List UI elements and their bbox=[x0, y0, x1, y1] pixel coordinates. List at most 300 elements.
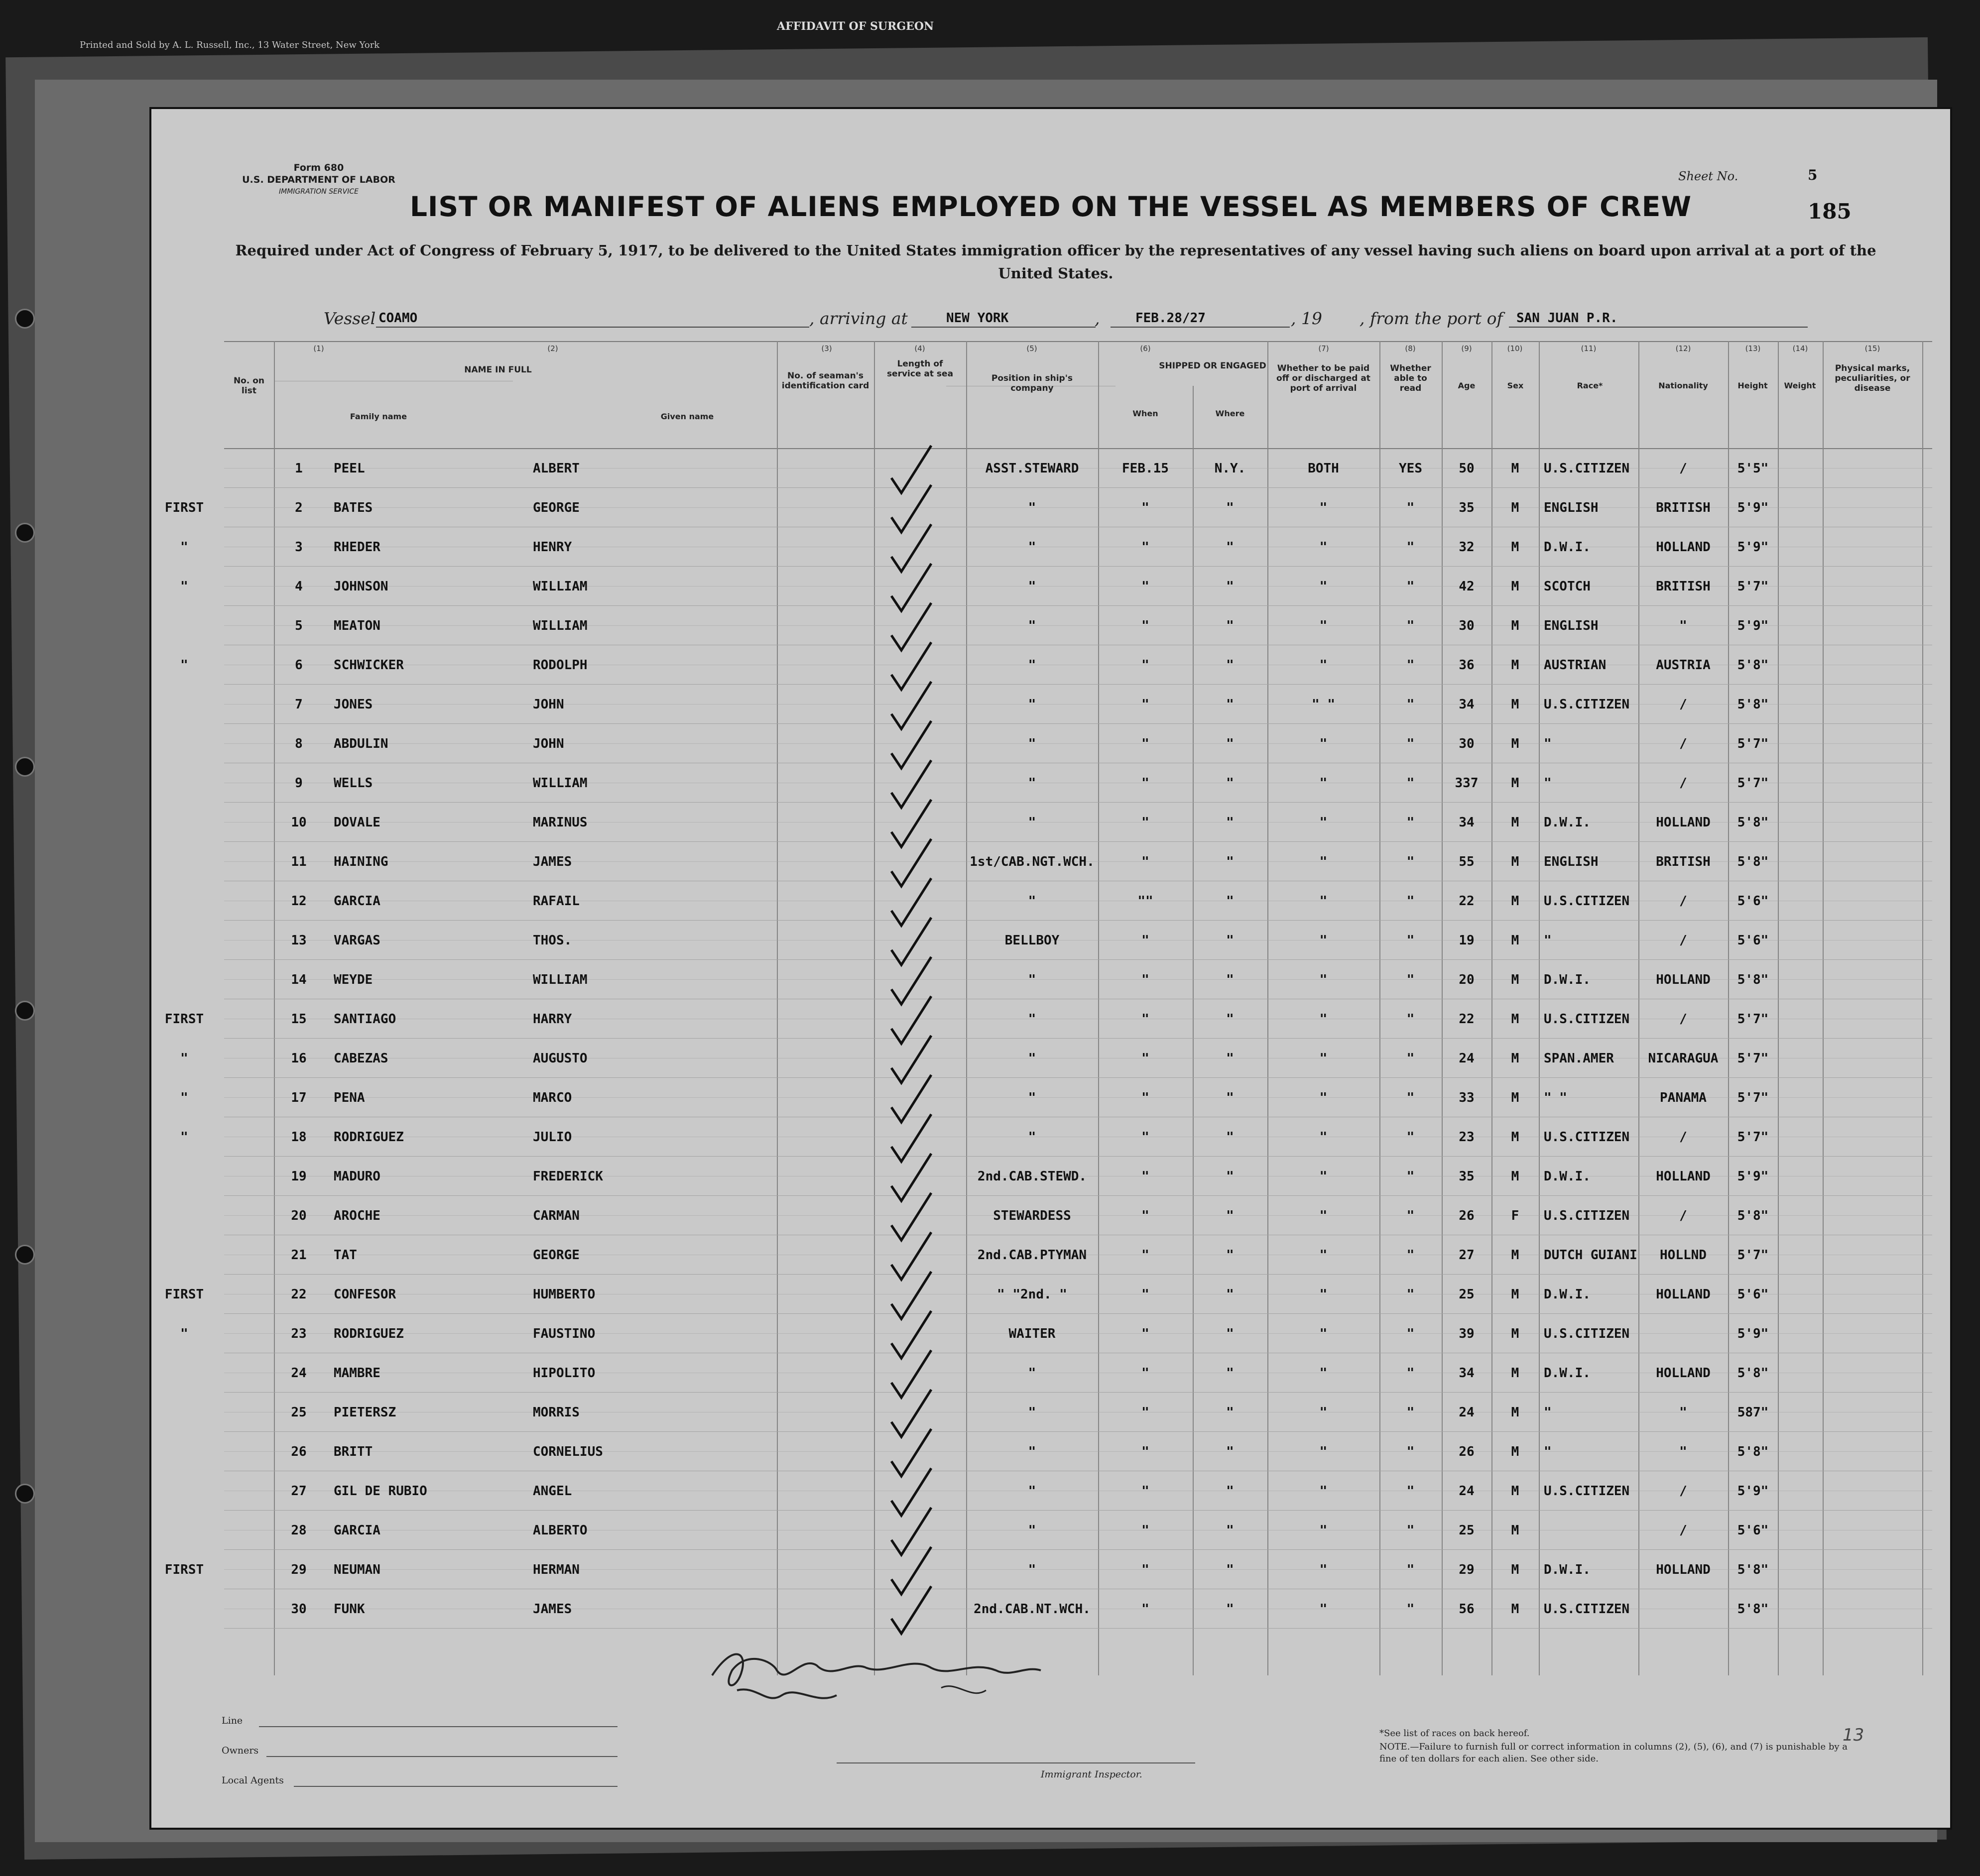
cell-position: " bbox=[1028, 1366, 1036, 1381]
cell-position: " bbox=[1028, 1012, 1036, 1027]
col-number: (1) bbox=[313, 344, 324, 353]
col-number: (13) bbox=[1745, 344, 1761, 353]
cell-paid: " bbox=[1319, 972, 1328, 987]
cell-no: 3 bbox=[295, 540, 303, 555]
cell-when: " bbox=[1141, 1326, 1149, 1341]
cell-where: " bbox=[1226, 579, 1234, 594]
cell-age: 23 bbox=[1459, 1130, 1475, 1145]
cell-sex: M bbox=[1511, 1405, 1519, 1420]
table-row bbox=[224, 461, 1932, 500]
cell-read: " bbox=[1406, 618, 1415, 633]
cell-when: " bbox=[1141, 1287, 1149, 1302]
cell-sex: M bbox=[1511, 1287, 1519, 1302]
cell-nationality: BRITISH bbox=[1656, 854, 1711, 869]
cell-position: " bbox=[1028, 1484, 1036, 1499]
cell-where: " bbox=[1226, 736, 1234, 751]
cell-race: D.W.I. bbox=[1544, 1562, 1591, 1577]
cell-read: " bbox=[1406, 1169, 1415, 1184]
table-top-rule bbox=[224, 341, 1932, 342]
cell-height: 5'9" bbox=[1737, 540, 1769, 555]
cell-when: " bbox=[1141, 697, 1149, 712]
cell-race: U.S.CITIZEN bbox=[1544, 1012, 1630, 1027]
cell-family: TAT bbox=[334, 1248, 357, 1263]
cell-no: 26 bbox=[291, 1444, 307, 1459]
table-row bbox=[224, 736, 1932, 776]
cell-paid: " bbox=[1319, 815, 1328, 830]
cell-height: 5'8" bbox=[1737, 1562, 1769, 1577]
cell-given: MARCO bbox=[533, 1090, 572, 1105]
table-row bbox=[224, 933, 1932, 972]
cell-height: 5'8" bbox=[1737, 1602, 1769, 1617]
cell-nationality: / bbox=[1679, 933, 1687, 948]
cell-position: " bbox=[1028, 894, 1036, 909]
cell-nationality: HOLLAND bbox=[1656, 972, 1711, 987]
printer-line: Printed and Sold by A. L. Russell, Inc., 13 Water Street, New York bbox=[80, 40, 380, 50]
col-number: (9) bbox=[1461, 344, 1472, 353]
cell-age: 34 bbox=[1459, 815, 1475, 830]
cell-sex: M bbox=[1511, 1602, 1519, 1617]
cell-family: VARGAS bbox=[334, 933, 380, 948]
check-mark-icon bbox=[886, 1584, 946, 1639]
cell-sex: M bbox=[1511, 1090, 1519, 1105]
cell-paid: " bbox=[1319, 854, 1328, 869]
cell-when: " bbox=[1141, 1484, 1149, 1499]
cell-given: FREDERICK bbox=[533, 1169, 603, 1184]
cell-age: 30 bbox=[1459, 618, 1475, 633]
cell-nationality: HOLLAND bbox=[1656, 540, 1711, 555]
cell-height: 5'9" bbox=[1737, 1169, 1769, 1184]
cell-where: " bbox=[1226, 1602, 1234, 1617]
cell-position: " bbox=[1028, 1405, 1036, 1420]
cell-when: FEB.15 bbox=[1122, 461, 1169, 476]
cell-age: 35 bbox=[1459, 500, 1475, 515]
cell-race: D.W.I. bbox=[1544, 1287, 1591, 1302]
col-number: (6) bbox=[1140, 344, 1151, 353]
cell-age: 55 bbox=[1459, 854, 1475, 869]
date-sep: , bbox=[1095, 309, 1100, 328]
cell-when: " bbox=[1141, 1012, 1149, 1027]
cell-nationality: BRITISH bbox=[1656, 500, 1711, 515]
cell-family: BATES bbox=[334, 500, 373, 515]
cell-when: " bbox=[1141, 1130, 1149, 1145]
cell-when: " bbox=[1141, 854, 1149, 869]
cell-paid: " bbox=[1319, 579, 1328, 594]
cell-family: DOVALE bbox=[334, 815, 380, 830]
cell-nationality: HOLLAND bbox=[1656, 1366, 1711, 1381]
date-rule bbox=[1111, 327, 1290, 328]
table-row bbox=[224, 697, 1932, 736]
cell-position: " bbox=[1028, 1562, 1036, 1577]
cell-where: " bbox=[1226, 1248, 1234, 1263]
cell-read: " bbox=[1406, 1208, 1415, 1223]
line-rule bbox=[259, 1726, 618, 1727]
cell-where: " bbox=[1226, 658, 1234, 673]
col-number: (15) bbox=[1864, 344, 1880, 353]
cell-read: " bbox=[1406, 776, 1415, 791]
cell-race: U.S.CITIZEN bbox=[1544, 1484, 1630, 1499]
table-row bbox=[224, 894, 1932, 933]
cell-where: " bbox=[1226, 1562, 1234, 1577]
cell-read: " bbox=[1406, 579, 1415, 594]
cell-read: " bbox=[1406, 1012, 1415, 1027]
cell-nationality: / bbox=[1679, 894, 1687, 909]
cell-age: 337 bbox=[1455, 776, 1479, 791]
cell-race: D.W.I. bbox=[1544, 1366, 1591, 1381]
cell-read: " bbox=[1406, 1562, 1415, 1577]
owners-rule bbox=[266, 1756, 618, 1757]
cell-where: " bbox=[1226, 894, 1234, 909]
arriving-port: NEW YORK bbox=[946, 311, 1009, 326]
cell-sex: M bbox=[1511, 972, 1519, 987]
cell-where: " bbox=[1226, 540, 1234, 555]
cell-race: ENGLISH bbox=[1544, 618, 1599, 633]
cell-where: " bbox=[1226, 1523, 1234, 1538]
cell-nationality: BRITISH bbox=[1656, 579, 1711, 594]
cell-sex: M bbox=[1511, 894, 1519, 909]
cell-where: " bbox=[1226, 697, 1234, 712]
cell-race: SCOTCH bbox=[1544, 579, 1591, 594]
cell-height: 5'7" bbox=[1737, 1090, 1769, 1105]
cell-paid: " bbox=[1319, 1602, 1328, 1617]
binder-hole bbox=[15, 1001, 35, 1021]
cell-race: " bbox=[1544, 1444, 1552, 1459]
cell-when: " bbox=[1141, 500, 1149, 515]
cell-read: " bbox=[1406, 1523, 1415, 1538]
cell-where: N.Y. bbox=[1214, 461, 1246, 476]
binder-hole bbox=[15, 757, 35, 777]
table-row bbox=[224, 579, 1932, 618]
cell-no: 28 bbox=[291, 1523, 307, 1538]
cell-sex: M bbox=[1511, 658, 1519, 673]
cell-no: 24 bbox=[291, 1366, 307, 1381]
cell-height: 5'9" bbox=[1737, 1326, 1769, 1341]
table-row bbox=[224, 1208, 1932, 1248]
from-label: , from the port of bbox=[1360, 309, 1503, 328]
header-name: NAME IN FULL bbox=[464, 365, 532, 375]
cell-family: WELLS bbox=[334, 776, 373, 791]
cell-race: U.S.CITIZEN bbox=[1544, 697, 1630, 712]
header-length: Length of service at sea bbox=[886, 359, 954, 379]
cell-age: 35 bbox=[1459, 1169, 1475, 1184]
cell-height: 5'7" bbox=[1737, 736, 1769, 751]
table-row bbox=[224, 1444, 1932, 1484]
cell-age: 32 bbox=[1459, 540, 1475, 555]
cell-sex: M bbox=[1511, 461, 1519, 476]
cell-height: 5'8" bbox=[1737, 815, 1769, 830]
header-position: Position in ship's company bbox=[991, 373, 1073, 393]
cell-read: " bbox=[1406, 933, 1415, 948]
cell-no: 25 bbox=[291, 1405, 307, 1420]
form-number: Form 680 bbox=[293, 162, 344, 173]
cell-height: 5'8" bbox=[1737, 972, 1769, 987]
table-row bbox=[224, 1012, 1932, 1051]
cell-when: " bbox=[1141, 1602, 1149, 1617]
cell-position: " bbox=[1028, 658, 1036, 673]
sheet-number-value: 5 bbox=[1808, 167, 1818, 183]
cell-given: WILLIAM bbox=[533, 579, 588, 594]
cell-where: " bbox=[1226, 1051, 1234, 1066]
cell-age: 36 bbox=[1459, 658, 1475, 673]
cell-when: " bbox=[1141, 736, 1149, 751]
cell-family: WEYDE bbox=[334, 972, 373, 987]
cell-family: PENA bbox=[334, 1090, 365, 1105]
cell-family: MEATON bbox=[334, 618, 380, 633]
cell-given: HUMBERTO bbox=[533, 1287, 596, 1302]
vessel-label: Vessel bbox=[324, 309, 376, 328]
cell-where: " bbox=[1226, 1287, 1234, 1302]
cell-read: " bbox=[1406, 1326, 1415, 1341]
cell-nationality: / bbox=[1679, 1012, 1687, 1027]
cell-given: GEORGE bbox=[533, 1248, 580, 1263]
cell-given: FAUSTINO bbox=[533, 1326, 596, 1341]
table-row bbox=[224, 1090, 1932, 1130]
cell-position: " bbox=[1028, 697, 1036, 712]
cell-position: " bbox=[1028, 1444, 1036, 1459]
cell-height: 5'8" bbox=[1737, 1208, 1769, 1223]
cell-sex: M bbox=[1511, 1326, 1519, 1341]
cell-position: 2nd.CAB.NT.WCH. bbox=[974, 1602, 1091, 1617]
cell-paid: " bbox=[1319, 1444, 1328, 1459]
cell-nationality: PANAMA bbox=[1660, 1090, 1707, 1105]
cell-given: HARRY bbox=[533, 1012, 572, 1027]
cell-read: " bbox=[1406, 658, 1415, 673]
races-note: *See list of races on back hereof. bbox=[1379, 1728, 1530, 1739]
cell-given: WILLIAM bbox=[533, 618, 588, 633]
cell-height: 5'8" bbox=[1737, 1444, 1769, 1459]
cell-when: " bbox=[1141, 1523, 1149, 1538]
cell-height: 5'8" bbox=[1737, 697, 1769, 712]
cell-position: " bbox=[1028, 1090, 1036, 1105]
binder-hole bbox=[15, 1245, 35, 1265]
cell-family: NEUMAN bbox=[334, 1562, 380, 1577]
cell-age: 25 bbox=[1459, 1523, 1475, 1538]
margin-note: " bbox=[180, 579, 188, 594]
col-number: (8) bbox=[1405, 344, 1416, 353]
inspector-rule bbox=[837, 1762, 1195, 1763]
header-nationality: Nationality bbox=[1658, 381, 1708, 390]
cell-read: " bbox=[1406, 500, 1415, 515]
cell-when: " bbox=[1141, 1444, 1149, 1459]
header-read: Whether able to read bbox=[1390, 363, 1431, 393]
cell-when: "" bbox=[1137, 894, 1153, 909]
page-subtitle: Required under Act of Congress of February 5, 1917, to be delivered to the United States immigration officer by the representatives of any vessel having such aliens on board upon arrival at a port of the United States. bbox=[235, 242, 1876, 282]
cell-paid: " bbox=[1319, 1090, 1328, 1105]
cell-read: " bbox=[1406, 854, 1415, 869]
cell-family: SANTIAGO bbox=[334, 1012, 396, 1027]
table-row bbox=[224, 1130, 1932, 1169]
cell-position: STEWARDESS bbox=[993, 1208, 1071, 1223]
cell-nationality: / bbox=[1679, 461, 1687, 476]
cell-given: HERMAN bbox=[533, 1562, 580, 1577]
table-row bbox=[224, 1366, 1932, 1405]
col-number: (5) bbox=[1026, 344, 1037, 353]
header-no: No. on list bbox=[233, 376, 265, 396]
cell-height: 5'5" bbox=[1737, 461, 1769, 476]
cell-age: 24 bbox=[1459, 1405, 1475, 1420]
cell-sex: M bbox=[1511, 854, 1519, 869]
cell-given: ALBERTO bbox=[533, 1523, 588, 1538]
cell-no: 15 bbox=[291, 1012, 307, 1027]
cell-paid: " bbox=[1319, 1051, 1328, 1066]
margin-note: FIRST bbox=[164, 1012, 204, 1027]
cell-sex: M bbox=[1511, 815, 1519, 830]
cell-where: " bbox=[1226, 776, 1234, 791]
owners-label: Owners bbox=[222, 1745, 259, 1756]
cell-when: " bbox=[1141, 658, 1149, 673]
cell-read: " bbox=[1406, 540, 1415, 555]
cell-given: JULIO bbox=[533, 1130, 572, 1145]
cell-where: " bbox=[1226, 618, 1234, 633]
cell-read: " bbox=[1406, 972, 1415, 987]
cell-nationality: / bbox=[1679, 776, 1687, 791]
cell-family: PEEL bbox=[334, 461, 365, 476]
cell-no: 4 bbox=[295, 579, 303, 594]
cell-when: " bbox=[1141, 1090, 1149, 1105]
arrival-date: FEB.28/27 bbox=[1135, 311, 1206, 326]
cell-race: " bbox=[1544, 736, 1552, 751]
cell-paid: " bbox=[1319, 618, 1328, 633]
cell-read: " bbox=[1406, 815, 1415, 830]
cell-family: RHEDER bbox=[334, 540, 380, 555]
cell-sex: M bbox=[1511, 1523, 1519, 1538]
cell-sex: M bbox=[1511, 736, 1519, 751]
cell-paid: " bbox=[1319, 1484, 1328, 1499]
cell-when: " bbox=[1141, 1248, 1149, 1263]
header-race: Race* bbox=[1577, 381, 1603, 390]
vessel-rule bbox=[376, 327, 809, 328]
header-sex: Sex bbox=[1507, 381, 1524, 390]
cell-family: BRITT bbox=[334, 1444, 373, 1459]
cell-position: " bbox=[1028, 500, 1036, 515]
cell-nationality: " bbox=[1679, 618, 1687, 633]
col-number: (7) bbox=[1318, 344, 1329, 353]
cell-sex: F bbox=[1511, 1208, 1519, 1223]
table-row bbox=[224, 854, 1932, 894]
table-row bbox=[224, 1326, 1932, 1366]
cell-no: 30 bbox=[291, 1602, 307, 1617]
cell-read: " bbox=[1406, 697, 1415, 712]
cell-height: 5'6" bbox=[1737, 894, 1769, 909]
cell-paid: " bbox=[1319, 1366, 1328, 1381]
cell-race: ENGLISH bbox=[1544, 500, 1599, 515]
cell-where: " bbox=[1226, 1090, 1234, 1105]
header-family: Family name bbox=[350, 412, 407, 421]
cell-sex: M bbox=[1511, 1051, 1519, 1066]
cell-paid: " bbox=[1319, 776, 1328, 791]
cell-given: WILLIAM bbox=[533, 776, 588, 791]
cell-position: " bbox=[1028, 618, 1036, 633]
agents-rule bbox=[294, 1786, 618, 1787]
cell-age: 24 bbox=[1459, 1051, 1475, 1066]
header-paid: Whether to be paid off or discharged at port of arrival bbox=[1276, 363, 1370, 393]
cell-sex: M bbox=[1511, 933, 1519, 948]
cell-sex: M bbox=[1511, 500, 1519, 515]
cell-sex: M bbox=[1511, 1012, 1519, 1027]
cell-where: " bbox=[1226, 1208, 1234, 1223]
cell-race: D.W.I. bbox=[1544, 1169, 1591, 1184]
margin-note: " bbox=[180, 658, 188, 673]
cell-paid: " bbox=[1319, 500, 1328, 515]
cell-sex: M bbox=[1511, 1248, 1519, 1263]
cell-where: " bbox=[1226, 1169, 1234, 1184]
cell-read: " bbox=[1406, 736, 1415, 751]
cell-family: RODRIGUEZ bbox=[334, 1130, 404, 1145]
cell-family: FUNK bbox=[334, 1602, 365, 1617]
cell-when: " bbox=[1141, 815, 1149, 830]
cell-when: " bbox=[1141, 1051, 1149, 1066]
cell-race: ENGLISH bbox=[1544, 854, 1599, 869]
cell-race: D.W.I. bbox=[1544, 972, 1591, 987]
cell-race: U.S.CITIZEN bbox=[1544, 1130, 1630, 1145]
cell-paid: " bbox=[1319, 933, 1328, 948]
cell-position: " bbox=[1028, 736, 1036, 751]
table-row bbox=[224, 1602, 1932, 1641]
cell-sex: M bbox=[1511, 1169, 1519, 1184]
cell-where: " bbox=[1226, 815, 1234, 830]
cell-nationality: / bbox=[1679, 697, 1687, 712]
cell-nationality: / bbox=[1679, 1484, 1687, 1499]
corner-mark: 13 bbox=[1843, 1725, 1864, 1745]
cell-given: ALBERT bbox=[533, 461, 580, 476]
cell-given: MORRIS bbox=[533, 1405, 580, 1420]
cell-age: 34 bbox=[1459, 1366, 1475, 1381]
cell-position: " bbox=[1028, 972, 1036, 987]
cell-read: " bbox=[1406, 894, 1415, 909]
cell-read: " bbox=[1406, 1366, 1415, 1381]
header-shipped: SHIPPED OR ENGAGED bbox=[1159, 361, 1266, 371]
from-port: SAN JUAN P.R. bbox=[1516, 311, 1618, 326]
cell-height: 5'6" bbox=[1737, 1523, 1769, 1538]
cell-family: GARCIA bbox=[334, 894, 380, 909]
arriving-label: , arriving at bbox=[809, 309, 908, 328]
margin-note: FIRST bbox=[164, 1562, 204, 1577]
cell-read: YES bbox=[1399, 461, 1422, 476]
table-row bbox=[224, 500, 1932, 540]
table-row bbox=[224, 1169, 1932, 1208]
cell-family: GARCIA bbox=[334, 1523, 380, 1538]
cell-height: 5'8" bbox=[1737, 1366, 1769, 1381]
header-marks: Physical marks, peculiarities, or disease bbox=[1835, 363, 1910, 393]
table-row bbox=[224, 540, 1932, 579]
cell-paid: " bbox=[1319, 658, 1328, 673]
cell-nationality: " bbox=[1679, 1444, 1687, 1459]
binder-hole bbox=[15, 523, 35, 543]
table-row bbox=[224, 776, 1932, 815]
cell-read: " bbox=[1406, 1602, 1415, 1617]
cell-height: 5'9" bbox=[1737, 500, 1769, 515]
cell-no: 13 bbox=[291, 933, 307, 948]
cell-nationality: HOLLND bbox=[1660, 1248, 1707, 1263]
cell-where: " bbox=[1226, 1484, 1234, 1499]
cell-family: RODRIGUEZ bbox=[334, 1326, 404, 1341]
cell-given: THOS. bbox=[533, 933, 572, 948]
cell-position: WAITER bbox=[1008, 1326, 1056, 1341]
cell-race: DUTCH GUIANI bbox=[1544, 1248, 1637, 1263]
cell-family: JOHNSON bbox=[334, 579, 388, 594]
cell-paid: " bbox=[1319, 1405, 1328, 1420]
cell-height: 5'6" bbox=[1737, 933, 1769, 948]
cell-age: 26 bbox=[1459, 1444, 1475, 1459]
cell-race: D.W.I. bbox=[1544, 815, 1591, 830]
margin-note: " bbox=[180, 540, 188, 555]
cell-race: " bbox=[1544, 933, 1552, 948]
cell-age: 27 bbox=[1459, 1248, 1475, 1263]
cell-read: " bbox=[1406, 1484, 1415, 1499]
cell-age: 20 bbox=[1459, 972, 1475, 987]
cell-sex: M bbox=[1511, 776, 1519, 791]
cell-paid: " bbox=[1319, 1208, 1328, 1223]
cell-age: 24 bbox=[1459, 1484, 1475, 1499]
